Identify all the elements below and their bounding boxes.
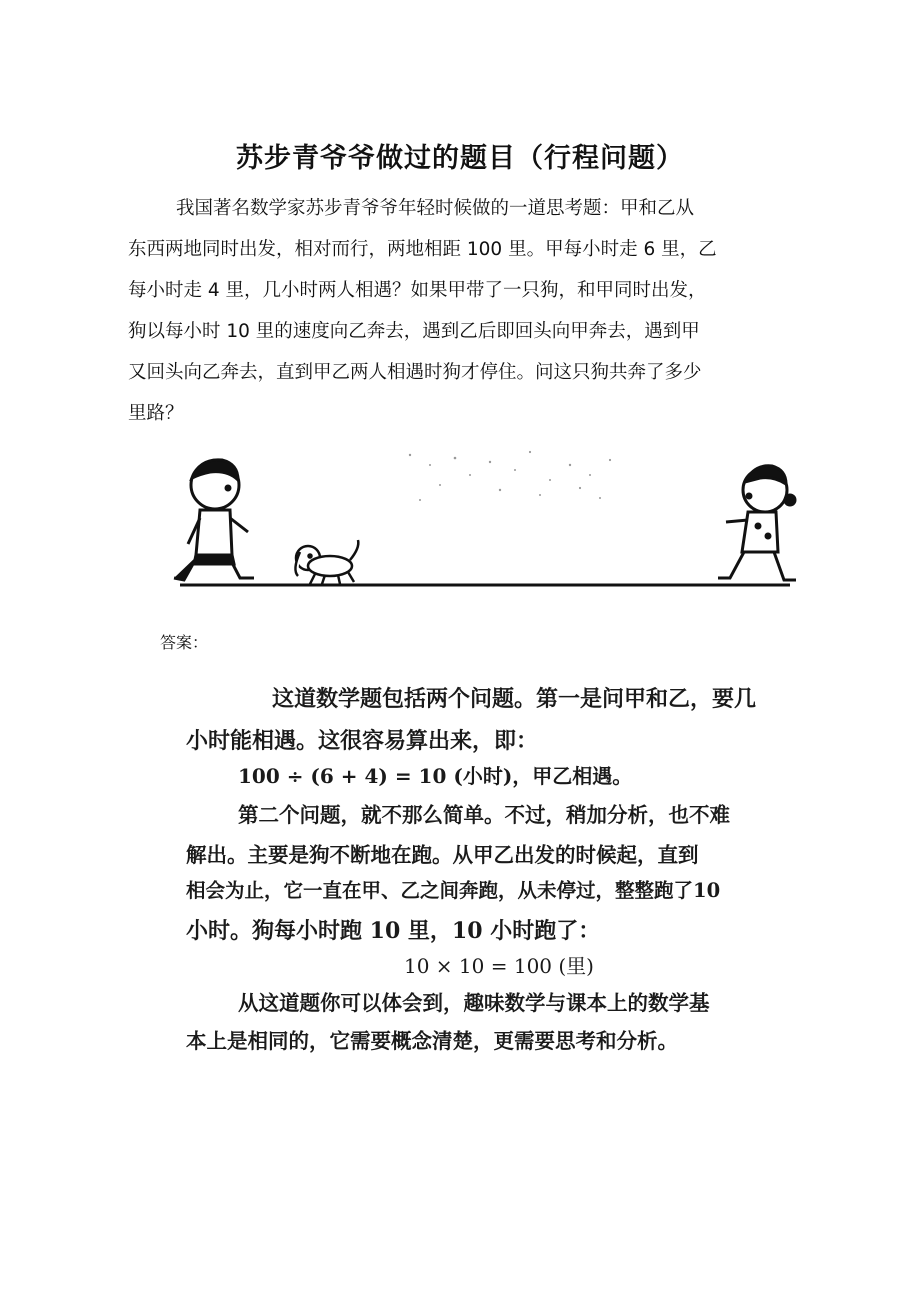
answer-line: 10 × 10 = 100 (里) [404,954,594,978]
problem-line: 我国著名数学家苏步青爷爷年轻时候做的一道思考题：甲和乙从 [176,198,695,219]
problem-line: 每小时走 4 里，几小时两人相遇？如果甲带了一只狗，和甲同时出发， [128,280,707,301]
illustration-drawing [170,440,810,610]
speckle-marks [409,451,611,501]
problem-line: 里路？ [128,403,184,424]
answer-line: 小时能相遇。这很容易算出来，即： [186,728,539,754]
girl-figure [718,466,796,580]
answer-label: 答案： [160,633,209,652]
problem-line: 狗以每小时 10 里的速度向乙奔去，遇到乙后即回头向甲奔去，遇到甲 [128,321,700,342]
answer-line: 从这道题你可以体会到，趣味数学与课本上的数学基 [238,991,710,1015]
problem-text [128,188,782,434]
answer-line: 第二个问题，就不那么简单。不过，稍加分析，也不难 [238,803,730,827]
answer-line: 100 ÷ (6 + 4) = 10 (小时)，甲乙相遇。 [238,764,633,788]
answer-line: 解出。主要是狗不断地在跑。从甲乙出发的时候起，直到 [186,843,699,867]
problem-line: 又回头向乙奔去，直到甲乙两人相遇时狗才停住。问这只狗共奔了多少 [128,362,702,383]
answer-line: 本上是相同的，它需要概念清楚，更需要思考和分析。 [186,1029,678,1053]
answer-line: 小时。狗每小时跑 10 里，10 小时跑了： [186,918,601,944]
boy-figure [174,460,254,580]
problem-illustration [170,440,810,610]
answer-line: 相会为止，它一直在甲、乙之间奔跑，从未停过，整整跑了10 [186,879,721,902]
answer-line: 这道数学题包括两个问题。第一是问甲和乙，要几 [272,686,757,712]
answer-scan [168,668,844,1068]
page-title: 苏步青爷爷做过的题目（行程问题） [236,143,684,174]
problem-line: 东西两地同时出发，相对而行，两地相距 100 里。甲每小时走 6 里，乙 [128,239,717,260]
dog-figure [295,540,358,584]
